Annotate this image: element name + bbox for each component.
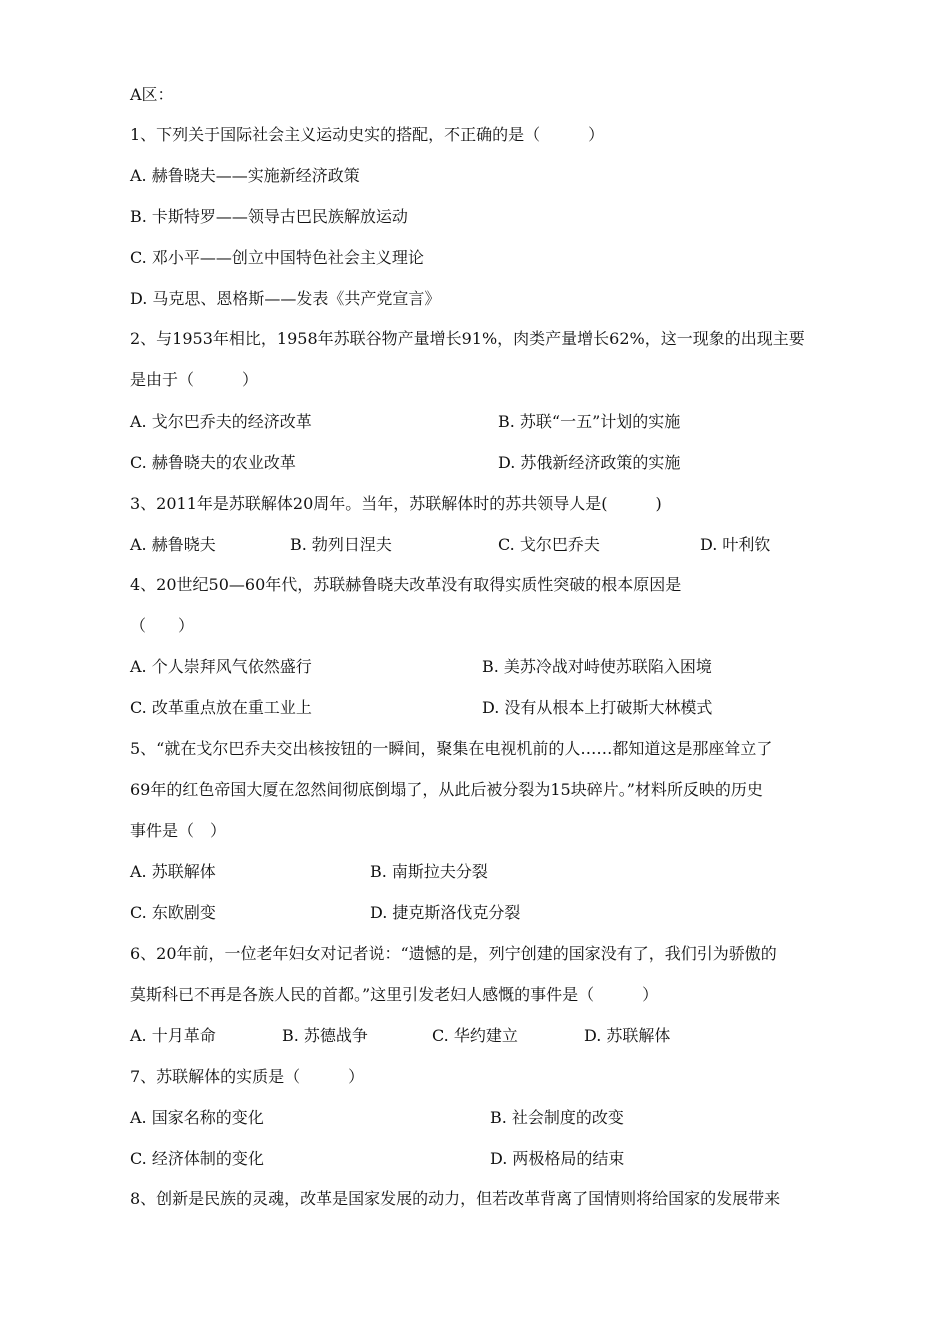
question-5-stem-line-1: 5、“就在戈尔巴乔夫交出核按钮的一瞬间，聚集在电视机前的人……都知道这是那座耸立了 <box>130 739 773 758</box>
question-7-option-c: C. 经济体制的变化 <box>130 1149 264 1168</box>
question-4-stem-line-1: 4、20世纪50—60年代，苏联赫鲁晓夫改革没有取得实质性突破的根本原因是 <box>130 575 682 594</box>
question-7-option-a: A. 国家名称的变化 <box>130 1108 264 1127</box>
question-4-stem-line-2: （ ） <box>130 616 195 635</box>
question-5-option-c: C. 东欧剧变 <box>130 903 216 922</box>
question-1-option-b: B. 卡斯特罗——领导古巴民族解放运动 <box>130 207 408 226</box>
question-1-option-a: A. 赫鲁晓夫——实施新经济政策 <box>130 166 360 185</box>
question-4-option-b: B. 美苏冷战对峙使苏联陷入困境 <box>482 657 712 676</box>
question-4-option-a: A. 个人崇拜风气依然盛行 <box>130 657 312 676</box>
question-2-stem-line-2: 是由于（ ） <box>130 370 259 389</box>
question-3-option-b: B. 勃列日涅夫 <box>290 535 392 554</box>
question-1-option-d: D. 马克思、恩格斯——发表《共产党宣言》 <box>130 289 441 308</box>
question-6-option-a: A. 十月革命 <box>130 1026 216 1045</box>
question-5-stem-line-3: 事件是（ ） <box>130 821 227 840</box>
question-6-option-b: B. 苏德战争 <box>282 1026 368 1045</box>
question-2-option-d: D. 苏俄新经济政策的实施 <box>498 453 681 472</box>
question-3-option-a: A. 赫鲁晓夫 <box>130 535 216 554</box>
question-2-option-b: B. 苏联“一五”计划的实施 <box>498 412 681 431</box>
question-5-stem-line-2: 69年的红色帝国大厦在忽然间彻底倒塌了，从此后被分裂为15块碎片。”材料所反映的历史 <box>130 780 763 799</box>
question-6-stem-line-1: 6、20年前，一位老年妇女对记者说：“遗憾的是，列宁创建的国家没有了，我们引为骄傲的 <box>130 944 777 963</box>
question-5-option-b: B. 南斯拉夫分裂 <box>370 862 488 881</box>
question-7-stem: 7、苏联解体的实质是（ ） <box>130 1067 365 1086</box>
question-1-option-c: C. 邓小平——创立中国特色社会主义理论 <box>130 248 424 267</box>
question-6-option-d: D. 苏联解体 <box>584 1026 671 1045</box>
question-1-stem: 1、下列关于国际社会主义运动史实的搭配，不正确的是（ ） <box>130 125 605 144</box>
question-2-option-a: A. 戈尔巴乔夫的经济改革 <box>130 412 312 431</box>
question-5-option-d: D. 捷克斯洛伐克分裂 <box>370 903 521 922</box>
question-7-option-b: B. 社会制度的改变 <box>490 1108 624 1127</box>
question-2-stem-line-1: 2、与1953年相比，1958年苏联谷物产量增长91%，肉类产量增长62%，这一现象的出现主要 <box>130 329 805 348</box>
question-5-option-a: A. 苏联解体 <box>130 862 216 881</box>
question-4-option-c: C. 改革重点放在重工业上 <box>130 698 312 717</box>
question-6-option-c: C. 华约建立 <box>432 1026 518 1045</box>
question-4-option-d: D. 没有从根本上打破斯大林模式 <box>482 698 713 717</box>
question-2-option-c: C. 赫鲁晓夫的农业改革 <box>130 453 296 472</box>
section-label: A区： <box>130 85 174 104</box>
question-8-stem-line-1: 8、创新是民族的灵魂，改革是国家发展的动力，但若改革背离了国情则将给国家的发展带来 <box>130 1189 781 1208</box>
question-3-stem: 3、2011年是苏联解体20周年。当年，苏联解体时的苏共领导人是( ) <box>130 494 662 513</box>
question-3-option-c: C. 戈尔巴乔夫 <box>498 535 600 554</box>
question-7-option-d: D. 两极格局的结束 <box>490 1149 625 1168</box>
question-6-stem-line-2: 莫斯科已不再是各族人民的首都。”这里引发老妇人感慨的事件是（ ） <box>130 985 659 1004</box>
question-3-option-d: D. 叶利钦 <box>700 535 771 554</box>
